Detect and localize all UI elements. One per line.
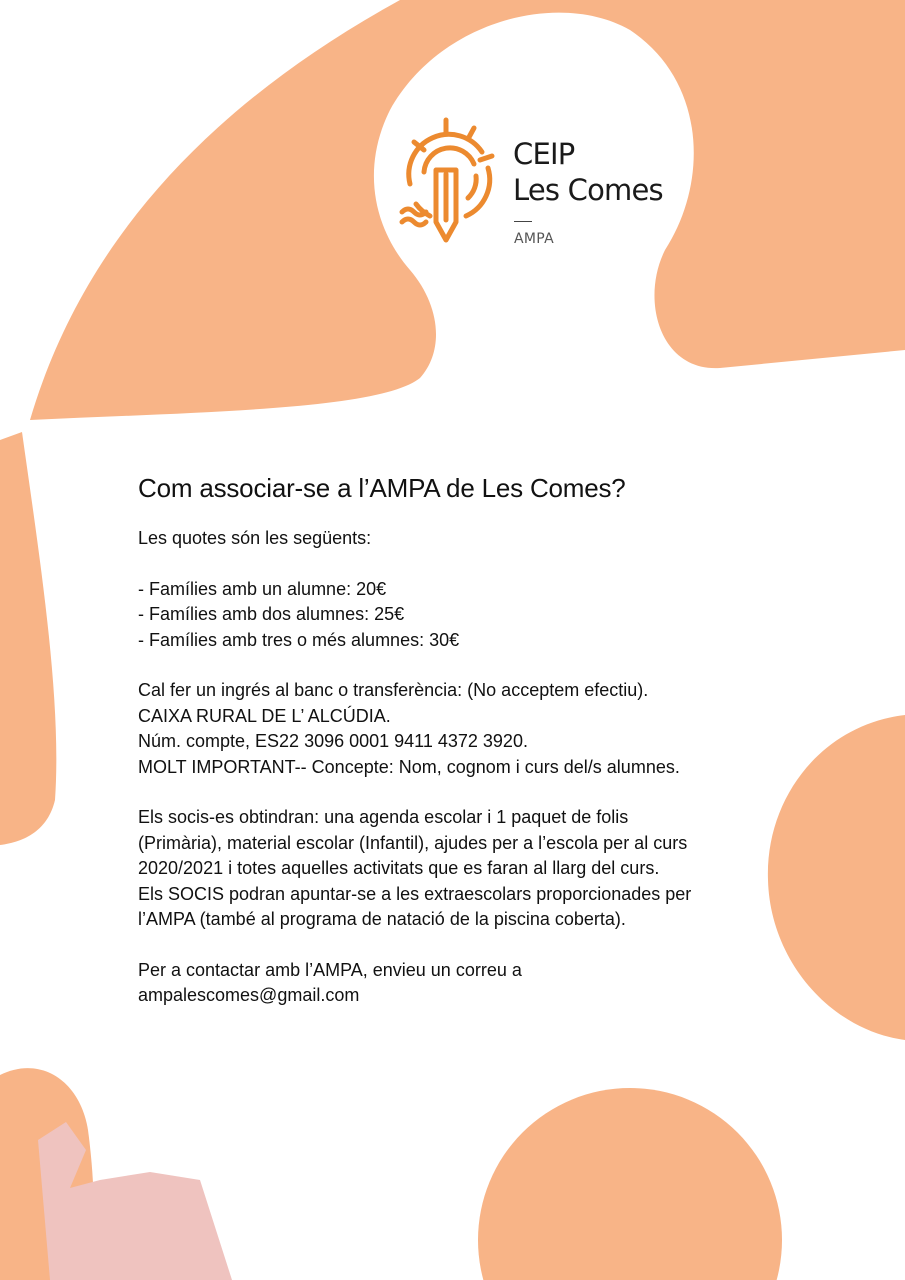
fee-item: - Famílies amb dos alumnes: 25€ — [138, 604, 405, 624]
contact-email: ampalescomes@gmail.com — [138, 985, 360, 1005]
benefits-line: 2020/2021 i totes aquelles activitats que es faran al llarg del curs. — [138, 858, 660, 878]
fee-item: - Famílies amb tres o més alumnes: 30€ — [138, 629, 460, 650]
main-content — [138, 470, 778, 1009]
fees-section — [138, 526, 778, 552]
spacer — [138, 780, 778, 805]
benefits-line: l’AMPA (també al programa de natació de la piscina coberta). — [138, 909, 626, 929]
payment-concept: MOLT IMPORTANT-- Concepte: Nom, cognom i curs del/s alumnes. — [138, 756, 680, 777]
benefits-section — [138, 805, 778, 933]
bottom-left-pink-shape — [38, 1122, 232, 1280]
pencil-sun-icon — [396, 112, 500, 252]
contact-line: Per a contactar amb l’AMPA, envieu un correu a — [138, 959, 522, 980]
payment-line: Cal fer un ingrés al banc o transferència: (No acceptem efectiu). — [138, 680, 649, 700]
contact-section — [138, 958, 778, 1009]
logo-title-line1: CEIP — [513, 137, 575, 171]
logo-title — [513, 136, 663, 208]
payment-section — [138, 678, 778, 780]
benefits-line: Els socis-es obtindran: una agenda escolar i 1 paquet de folis — [138, 807, 629, 827]
bank-name: CAIXA RURAL DE L’ ALCÚDIA. — [138, 705, 391, 726]
fees-intro: Les quotes són les següents: — [138, 528, 372, 548]
benefits-line: Els SOCIS podran apuntar-se a les extraescolars proporcionades per — [138, 883, 692, 904]
logo-subtitle: AMPA — [514, 231, 554, 247]
account-number: Núm. compte, ES22 3096 0001 9411 4372 3920. — [138, 731, 528, 751]
left-peach-band — [0, 432, 56, 845]
page-title: Com associar-se a l’AMPA de Les Comes? — [138, 473, 626, 503]
spacer — [138, 653, 778, 678]
logo-divider — [514, 221, 532, 222]
fees-list — [138, 577, 778, 654]
school-logo — [396, 108, 686, 258]
benefits-line: (Primària), material escolar (Infantil), ajudes per a l’escola per al curs — [138, 832, 688, 853]
bottom-peach-circle — [478, 1088, 782, 1280]
fee-item: - Famílies amb un alumne: 20€ — [138, 578, 387, 599]
right-peach-circle — [768, 715, 905, 1040]
logo-title-line2: Les Comes — [513, 173, 663, 207]
spacer — [138, 552, 778, 577]
spacer — [138, 933, 778, 958]
